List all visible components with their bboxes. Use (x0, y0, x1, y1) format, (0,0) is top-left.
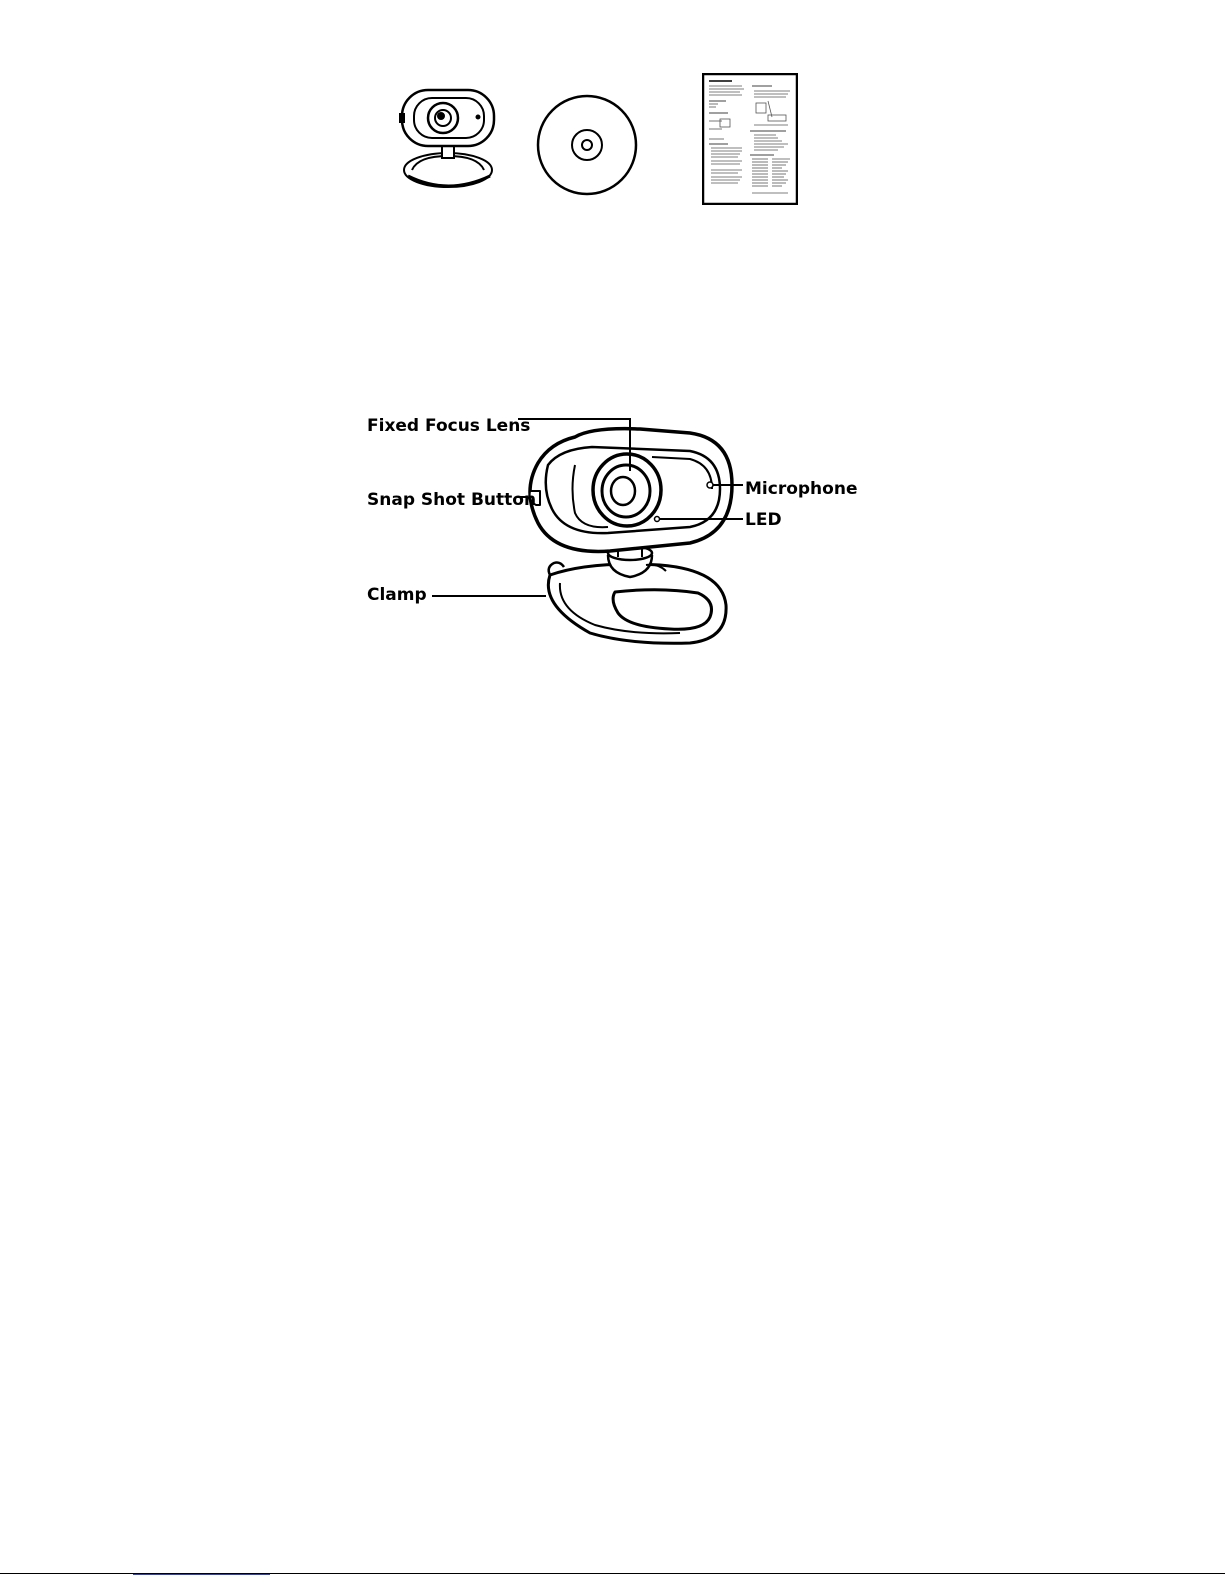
clamp-label: Clamp (367, 585, 427, 605)
quick-start-guide-icon (702, 73, 798, 205)
webcam-diagram (360, 405, 860, 655)
snap-shot-button-label: Snap Shot Button (367, 490, 537, 510)
footer-link-underline[interactable] (133, 1574, 270, 1575)
webcam-icon (398, 86, 498, 198)
fixed-focus-lens-label: Fixed Focus Lens (367, 416, 531, 436)
cd-disc-icon (536, 94, 638, 196)
package-contents (0, 0, 1225, 215)
led-label: LED (745, 510, 782, 530)
webcam-illustration (360, 405, 860, 655)
microphone-label: Microphone (745, 479, 858, 499)
